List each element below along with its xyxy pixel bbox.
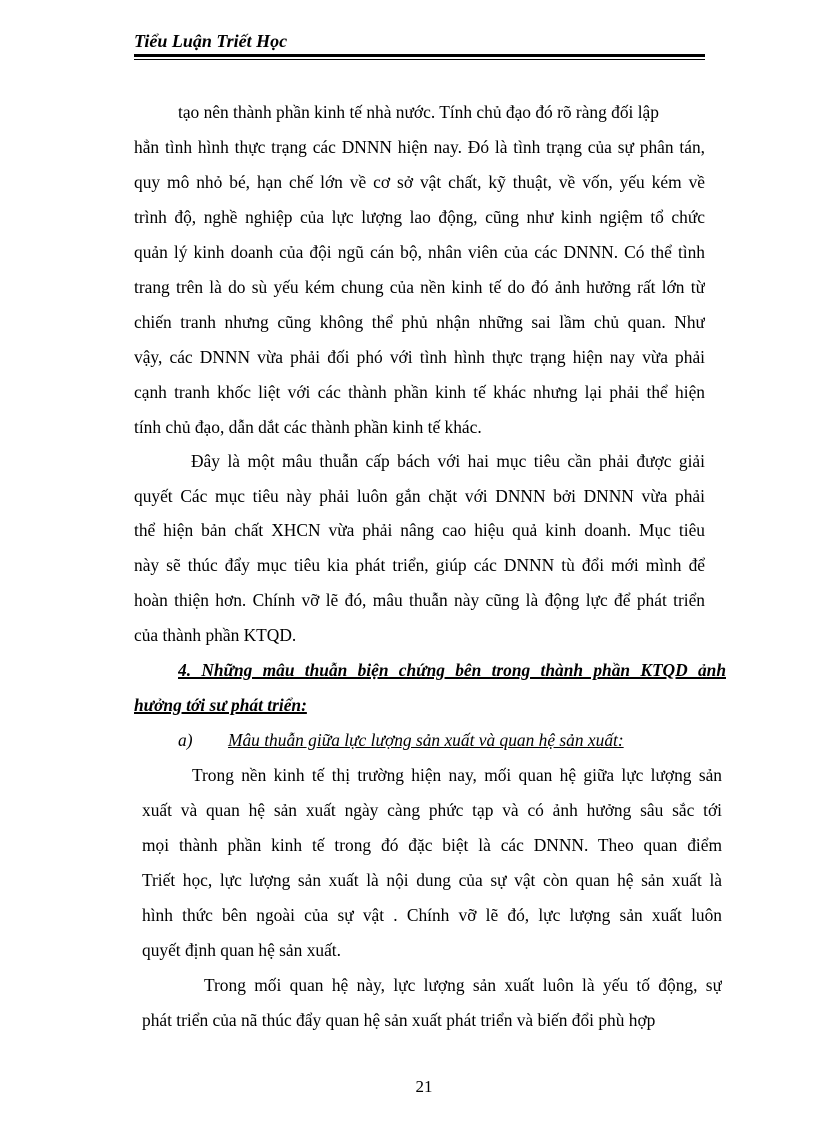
body-line: tạo nên thành phần kinh tế nhà nước. Tính chủ đạo đó rõ ràng đối lập [178, 102, 659, 122]
body-line: Đây là một mâu thuẫn cấp bách với hai mục tiêu cần phải được giải [191, 453, 705, 471]
body-line: cạnh tranh khốc liệt với các thành phần kinh tế khác nhưng lại phải thể hiện [134, 384, 705, 402]
header-rule-thin [134, 59, 705, 60]
subheading: Mâu thuẫn giữa lực lượng sản xuất và quan hệ sản xuất: [228, 730, 624, 750]
body-line: phát triển của nã thúc đẩy quan hệ sản xuất phát triển và biến đổi phù hợp [142, 1010, 656, 1030]
body-line: quyết định quan hệ sản xuất. [142, 940, 341, 960]
section-heading: hưởng tới sư phát triển: [134, 695, 307, 715]
body-line: quản lý kinh doanh của đội ngũ cán bộ, nhân viên của các DNNN. Có thể tình [134, 244, 705, 262]
header-title: Tiểu Luận Triết Học [134, 31, 288, 51]
body-line: Trong mối quan hệ này, lực lượng sản xuất luôn là yếu tố động, sự [204, 977, 722, 995]
body-line: Triết học, lực lượng sản xuất là nội dung của sự vật còn quan hệ sản xuất là [142, 872, 722, 890]
body-line: quy mô nhỏ bé, hạn chế lớn về cơ sở vật chất, kỹ thuật, về vốn, yếu kém về [134, 174, 705, 192]
section-heading: 4. Những mâu thuẫn biện chứng bên trong thành phần KTQD ảnh [178, 662, 726, 680]
body-line: chiến tranh nhưng cũng không thể phủ nhận những sai lầm chủ quan. Như [134, 314, 705, 332]
body-line: trình độ, nghề nghiệp của lực lượng lao động, cũng như kinh ngiệm tổ chức [134, 209, 705, 227]
body-line: thể hiện bản chất XHCN vừa phải nâng cao hiệu quả kinh doanh. Mục tiêu [134, 522, 705, 540]
body-line: Trong nền kinh tế thị trường hiện nay, mối quan hệ giữa lực lượng sản [192, 767, 722, 785]
body-line: hình thức bên ngoài của sự vật . Chính vỡ lẽ đó, lực lượng sản xuất luôn [142, 907, 722, 925]
body-line: xuất và quan hệ sản xuất ngày càng phức tạp và có ảnh hưởng sâu sắc tới [142, 802, 722, 820]
body-line: của thành phần KTQD. [134, 625, 297, 645]
body-line: hẳn tình hình thực trạng các DNNN hiện nay. Đó là tình trạng của sự phân tán, [134, 139, 705, 157]
page-number: 21 [415, 1077, 433, 1096]
header-rule-thick [134, 54, 705, 57]
body-line: vậy, các DNNN vừa phải đối phó với tình hình thực trạng hiện nay vừa phải [134, 349, 705, 367]
body-line: trang trên là do sù yếu kém chung của nền kinh tế do đó ảnh hưởng rất lớn từ [134, 279, 705, 297]
body-line: mọi thành phần kinh tế trong đó đặc biệt là các DNNN. Theo quan điểm [142, 837, 722, 855]
body-line: quyết Các mục tiêu này phải luôn gắn chặt với DNNN bởi DNNN vừa phải [134, 488, 705, 506]
body-line: hoàn thiện hơn. Chính vỡ lẽ đó, mâu thuẫn này cũng là động lực để phát triển [134, 592, 705, 610]
subheading-label: a) [178, 730, 193, 750]
body-line: tính chủ đạo, dẫn dắt các thành phần kinh tế khác. [134, 417, 482, 437]
body-line: này sẽ thúc đẩy mục tiêu kia phát triển, giúp các DNNN tù đổi mới mình để [134, 557, 705, 575]
